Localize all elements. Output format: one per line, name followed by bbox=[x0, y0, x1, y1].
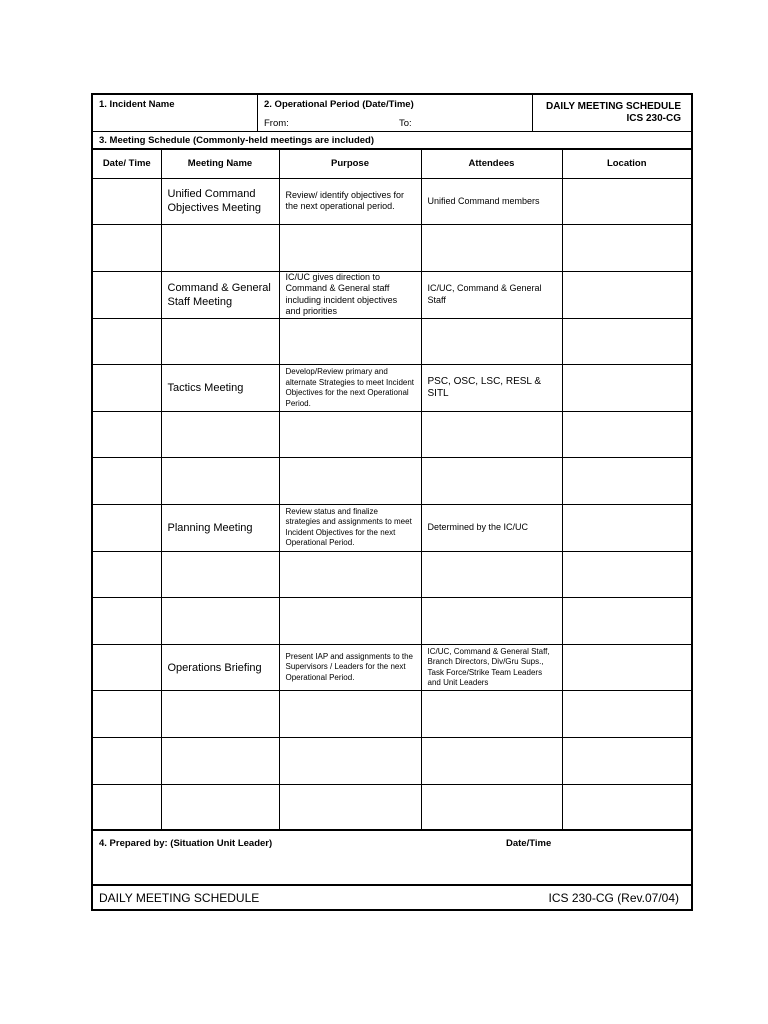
table-row bbox=[93, 598, 691, 645]
location-cell[interactable] bbox=[562, 458, 691, 505]
table-row bbox=[93, 458, 691, 505]
table-row bbox=[93, 178, 691, 225]
purpose-cell[interactable]: Present IAP and assignments to the Supervisors / Leaders for the next Operational Period. bbox=[279, 644, 421, 691]
operational-period-field[interactable] bbox=[258, 95, 533, 131]
attendees-cell[interactable] bbox=[421, 458, 562, 505]
attendees-cell[interactable] bbox=[421, 598, 562, 645]
meeting-name-cell[interactable] bbox=[161, 691, 279, 738]
date-time-label: Date/Time bbox=[506, 838, 552, 849]
table-row bbox=[93, 271, 691, 318]
form-title-box bbox=[533, 95, 693, 131]
attendees-cell[interactable] bbox=[421, 784, 562, 831]
form-footer bbox=[93, 886, 691, 909]
date-time-cell[interactable] bbox=[93, 738, 161, 785]
attendees-cell[interactable] bbox=[421, 551, 562, 598]
meeting-schedule-table bbox=[93, 150, 691, 831]
location-cell[interactable] bbox=[562, 318, 691, 365]
location-cell[interactable] bbox=[562, 691, 691, 738]
purpose-cell[interactable] bbox=[279, 225, 421, 272]
meeting-name-cell[interactable] bbox=[161, 738, 279, 785]
to-label: To: bbox=[399, 118, 412, 129]
section3-label: 3. Meeting Schedule (Commonly-held meetings are included) bbox=[99, 135, 375, 146]
purpose-cell[interactable] bbox=[279, 738, 421, 785]
attendees-cell[interactable]: IC/UC, Command & General Staff, Branch Directors, Div/Gru Sups., Task Force/Strike Team Leaders and Unit Leaders bbox=[421, 644, 562, 691]
meeting-name-cell[interactable]: Operations Briefing bbox=[161, 644, 279, 691]
column-header-attendees: Attendees bbox=[421, 150, 562, 178]
attendees-cell[interactable]: Determined by the IC/UC bbox=[421, 505, 562, 552]
attendees-cell[interactable] bbox=[421, 411, 562, 458]
purpose-cell[interactable] bbox=[279, 458, 421, 505]
table-row bbox=[93, 738, 691, 785]
purpose-cell[interactable] bbox=[279, 784, 421, 831]
date-time-cell[interactable] bbox=[93, 644, 161, 691]
column-header-purpose: Purpose bbox=[279, 150, 421, 178]
date-time-cell[interactable] bbox=[93, 551, 161, 598]
table-header-row bbox=[93, 150, 691, 178]
date-time-cell[interactable] bbox=[93, 318, 161, 365]
purpose-cell[interactable]: IC/UC gives direction to Command & General staff including incident objectives and priorities bbox=[279, 271, 421, 318]
attendees-cell[interactable]: Unified Command members bbox=[421, 178, 562, 225]
form-header bbox=[93, 95, 691, 132]
prepared-by-label: 4. Prepared by: (Situation Unit Leader) bbox=[99, 838, 273, 849]
date-time-cell[interactable] bbox=[93, 365, 161, 412]
location-cell[interactable] bbox=[562, 551, 691, 598]
location-cell[interactable] bbox=[562, 644, 691, 691]
location-cell[interactable] bbox=[562, 738, 691, 785]
purpose-cell[interactable]: Develop/Review primary and alternate Strategies to meet Incident Objectives for the next Operational Period. bbox=[279, 365, 421, 412]
date-time-cell[interactable] bbox=[93, 505, 161, 552]
purpose-cell[interactable] bbox=[279, 411, 421, 458]
table-row bbox=[93, 505, 691, 552]
meeting-name-cell[interactable] bbox=[161, 784, 279, 831]
date-time-cell[interactable] bbox=[93, 178, 161, 225]
attendees-cell[interactable]: PSC, OSC, LSC, RESL & SITL bbox=[421, 365, 562, 412]
meeting-name-cell[interactable] bbox=[161, 598, 279, 645]
table-row bbox=[93, 318, 691, 365]
location-cell[interactable] bbox=[562, 411, 691, 458]
meeting-name-cell[interactable]: Command & General Staff Meeting bbox=[161, 271, 279, 318]
date-time-cell[interactable] bbox=[93, 598, 161, 645]
date-time-cell[interactable] bbox=[93, 784, 161, 831]
table-row bbox=[93, 365, 691, 412]
attendees-cell[interactable] bbox=[421, 225, 562, 272]
location-cell[interactable] bbox=[562, 178, 691, 225]
date-time-cell[interactable] bbox=[93, 225, 161, 272]
attendees-cell[interactable]: IC/UC, Command & General Staff bbox=[421, 271, 562, 318]
incident-name-label: 1. Incident Name bbox=[99, 99, 175, 110]
attendees-cell[interactable] bbox=[421, 318, 562, 365]
purpose-cell[interactable]: Review status and finalize strategies and assignments to meet Incident Objectives for the next Operational Period. bbox=[279, 505, 421, 552]
purpose-cell[interactable]: Review/ identify objectives for the next operational period. bbox=[279, 178, 421, 225]
form-code: ICS 230-CG bbox=[626, 113, 681, 124]
attendees-cell[interactable] bbox=[421, 691, 562, 738]
date-time-cell[interactable] bbox=[93, 458, 161, 505]
location-cell[interactable] bbox=[562, 365, 691, 412]
column-header-meeting-name: Meeting Name bbox=[161, 150, 279, 178]
table-row bbox=[93, 551, 691, 598]
from-label: From: bbox=[264, 118, 289, 129]
footer-form-title: DAILY MEETING SCHEDULE bbox=[99, 891, 260, 905]
ics-230-form bbox=[91, 93, 693, 911]
meeting-name-cell[interactable] bbox=[161, 318, 279, 365]
meeting-name-cell[interactable] bbox=[161, 458, 279, 505]
purpose-cell[interactable] bbox=[279, 551, 421, 598]
date-time-cell[interactable] bbox=[93, 271, 161, 318]
purpose-cell[interactable] bbox=[279, 598, 421, 645]
meeting-name-cell[interactable] bbox=[161, 551, 279, 598]
footer-form-code: ICS 230-CG (Rev.07/04) bbox=[548, 891, 679, 905]
purpose-cell[interactable] bbox=[279, 318, 421, 365]
meeting-name-cell[interactable]: Planning Meeting bbox=[161, 505, 279, 552]
date-time-cell[interactable] bbox=[93, 691, 161, 738]
meeting-schedule-section-label bbox=[93, 132, 691, 150]
location-cell[interactable] bbox=[562, 225, 691, 272]
location-cell[interactable] bbox=[562, 598, 691, 645]
location-cell[interactable] bbox=[562, 784, 691, 831]
table-row bbox=[93, 784, 691, 831]
table-row bbox=[93, 411, 691, 458]
purpose-cell[interactable] bbox=[279, 691, 421, 738]
incident-name-field[interactable] bbox=[93, 95, 258, 131]
meeting-name-cell[interactable]: Unified Command Objectives Meeting bbox=[161, 178, 279, 225]
table-row bbox=[93, 225, 691, 272]
operational-period-label: 2. Operational Period (Date/Time) bbox=[264, 99, 414, 110]
column-header-date-time: Date/ Time bbox=[93, 150, 161, 178]
date-time-cell[interactable] bbox=[93, 411, 161, 458]
table-row bbox=[93, 691, 691, 738]
prepared-by-section[interactable] bbox=[93, 829, 691, 886]
location-cell[interactable] bbox=[562, 505, 691, 552]
location-cell[interactable] bbox=[562, 271, 691, 318]
attendees-cell[interactable] bbox=[421, 738, 562, 785]
meeting-name-cell[interactable] bbox=[161, 225, 279, 272]
table-row bbox=[93, 644, 691, 691]
form-title: DAILY MEETING SCHEDULE bbox=[545, 101, 681, 112]
column-header-location: Location bbox=[562, 150, 691, 178]
meeting-name-cell[interactable]: Tactics Meeting bbox=[161, 365, 279, 412]
meeting-name-cell[interactable] bbox=[161, 411, 279, 458]
